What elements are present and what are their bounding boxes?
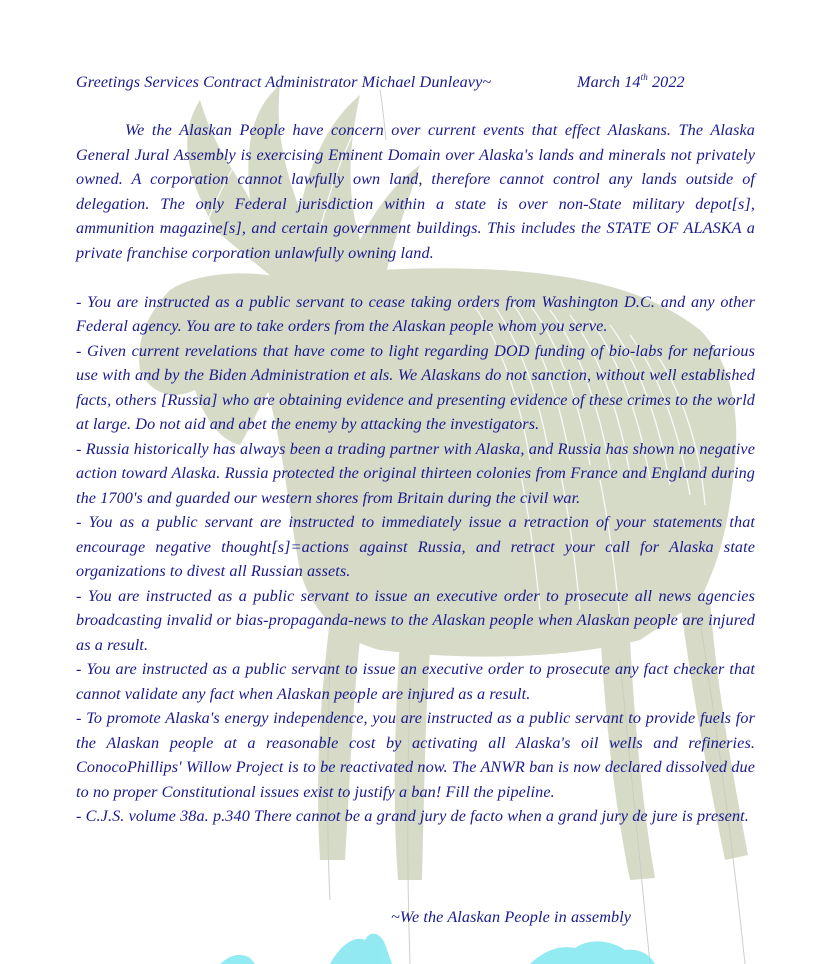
instruction-item: - Given current revelations that have come to light regarding DOD funding of bio-labs for nefarious use with and by the Biden Administration et als. We Alaskans do not sanction, without well established facts, others [Russia] who are obtaining evidence and presenting evidence of these crimes to the world at large. Do not aid and abet the enemy by attacking the investigators.: [76, 341, 755, 433]
instruction-item: - You are instructed as a public servant to cease taking orders from Washington D.C. and any other Federal agency. You are to take orders from the Alaskan people whom you serve.: [76, 292, 755, 335]
signoff: ~We the Alaskan People in assembly: [391, 908, 632, 926]
letter-date: [577, 70, 685, 95]
instruction-item: - C.J.S. volume 38a. p.340 There cannot be a grand jury de facto when a grand jury de jure is present.: [76, 807, 749, 825]
intro-paragraph: We the Alaskan People have concern over current events that effect Alaskans. The Alaska General Jural Assembly is exercising Eminent Domain over Alaska's lands and minerals not privately owned. A corporation cannot lawfully own land, therefore cannot control any lands outside of delegation. The only Federal jurisdiction within a state is over non-State military depot[s], ammunition magazine[s], and certain government buildings. This includes the STATE OF ALASKA a private franchise corporation unlawfully owning land.: [76, 121, 755, 262]
date-year: 2022: [651, 73, 685, 91]
letter-body: [76, 118, 755, 829]
instruction-item: - You are instructed as a public servant to issue an executive order to prosecute any fact checker that cannot validate any fact when Alaskan people are injured as a result.: [76, 660, 755, 703]
date-month-day: March 14: [577, 73, 641, 91]
letter-header: [76, 70, 766, 94]
date-suffix: th: [640, 72, 648, 82]
greeting-line: Greetings Services Contract Administrator Michael Dunleavy~: [76, 73, 492, 91]
instruction-item: - You as a public servant are instructed to immediately issue a retraction of your statements that encourage negative thought[s]=actions against Russia, and retract your call for Alaska state organizations to divest all Russian assets.: [76, 513, 755, 580]
paragraph-gap: [76, 265, 755, 290]
instruction-item: - You are instructed as a public servant to issue an executive order to prosecute all news agencies broadcasting invalid or bias-propaganda-news to the Alaskan people when Alaskan people are injured as a result.: [76, 586, 755, 654]
instruction-item: - Russia historically has always been a trading partner with Alaska, and Russia has shown no negative action toward Alaska. Russia protected the original thirteen colonies from France and England during the 1700's and guarded our western shores from Britain during the civil war.: [76, 439, 755, 507]
instruction-item: - To promote Alaska's energy independence, you are instructed as a public servant to provide fuels for the Alaskan people at a reasonable cost by activating all Alaska's oil wells and refineries. ConocoPhillips' Willow Project is to be reactivated now. The ANWR ban is now declared dissolved due to no proper Constitutional issues exist to justify a ban! Fill the pipeline.: [76, 709, 755, 801]
